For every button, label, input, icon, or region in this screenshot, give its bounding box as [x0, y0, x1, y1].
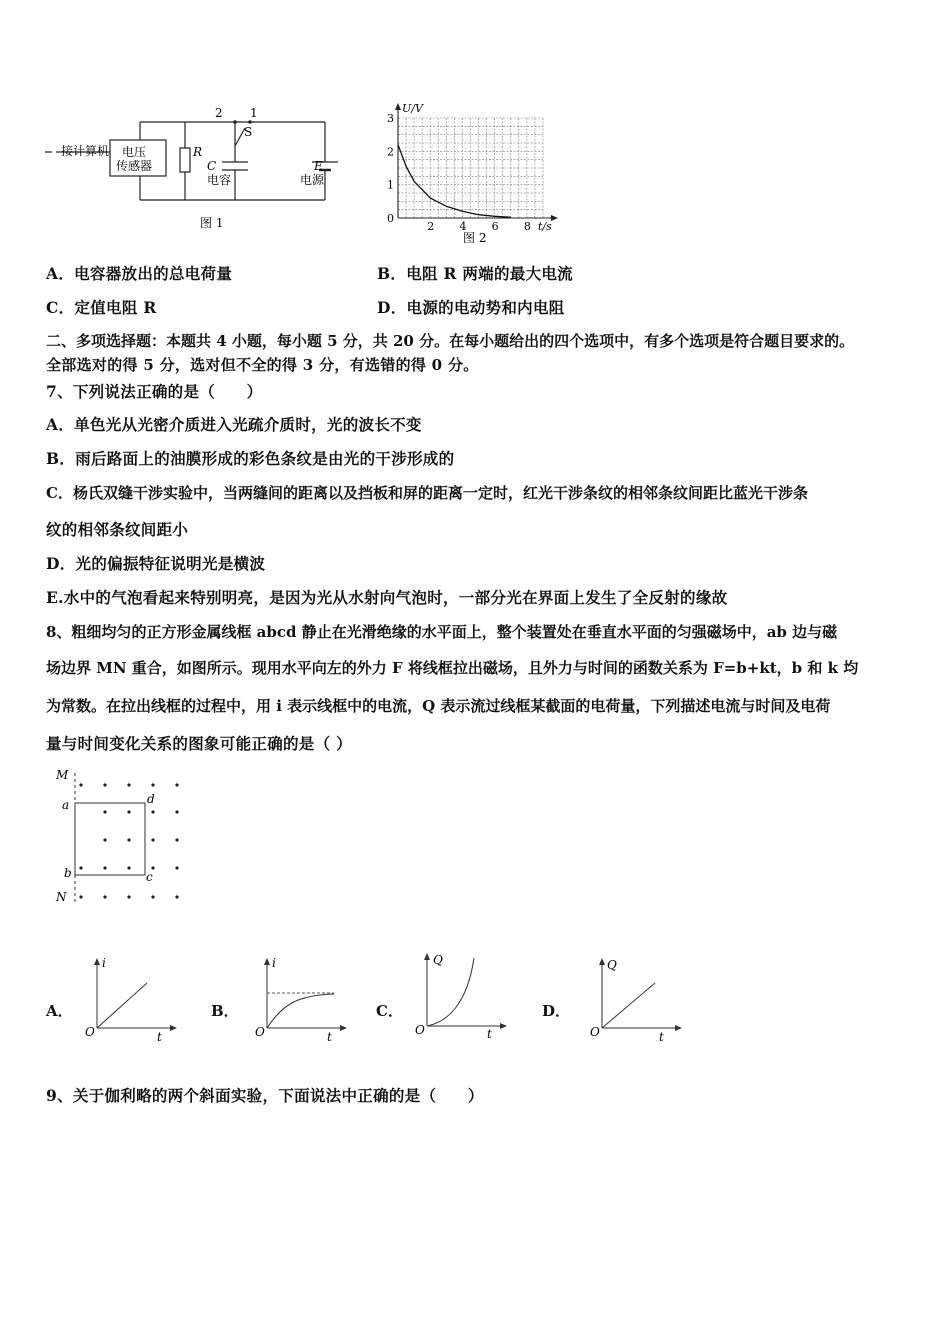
q7-option-b[interactable]: B．雨后路面上的油膜形成的彩色条纹是由光的干涉形成的 [46, 449, 455, 468]
label-n: N [56, 890, 67, 904]
label-d: d [147, 792, 155, 806]
q8-option-c-letter[interactable]: C． [376, 1002, 403, 1020]
field-dot [127, 838, 130, 841]
capacitor-label: 电容 [207, 173, 232, 187]
x-tick-label: 6 [491, 220, 499, 233]
field-dot [175, 838, 178, 841]
node-1-label: 1 [250, 106, 258, 120]
figure-1-caption: 图 1 [200, 216, 224, 230]
q7-option-a[interactable]: A．单色光从光密介质进入光疏介质时，光的波长不变 [46, 415, 422, 434]
figure-2-caption: 图 2 [463, 231, 487, 245]
q7-option-e[interactable]: E.水中的气泡看起来特别明亮，是因为光从水射向气泡时，一部分光在界面上发生了全反射的缘故 [46, 588, 728, 607]
graph-a-xlabel: t [157, 1030, 162, 1044]
field-dot [103, 895, 106, 898]
q6-option-d[interactable]: D．电源的电动势和内电阻 [377, 298, 565, 317]
q7-option-c-line2[interactable]: 纹的相邻条纹间距小 [46, 520, 189, 539]
graph-d-xlabel: t [659, 1030, 664, 1044]
field-dot [79, 866, 82, 869]
graph-d-origin: O [590, 1025, 600, 1039]
field-dot [103, 783, 106, 786]
field-dot [175, 810, 178, 813]
section-2-scoring: 全部选对的得 5 分，选对但不全的得 3 分，有选错的得 0 分。 [46, 356, 479, 374]
graph-a-ylabel: i [102, 956, 106, 970]
field-dot [127, 895, 130, 898]
graph-c-ylabel: Q [433, 953, 443, 967]
sensor-label-1: 电压 [122, 145, 147, 159]
resistor-label: R [193, 145, 203, 159]
label-b: b [64, 866, 72, 880]
label-a: a [62, 798, 70, 812]
label-c: c [146, 870, 153, 884]
field-dot [151, 783, 154, 786]
q9-stem: 9、关于伽利略的两个斜面实验，下面说法中正确的是（ ） [46, 1086, 484, 1105]
node-2-label: 2 [215, 106, 223, 120]
q8-stem-line3: 为常数。在拉出线框的过程中，用 i 表示线框中的电流，Q 表示流过线框某截面的电荷量，下列描述电流与时间及电荷 [46, 697, 831, 715]
q6-option-a[interactable]: A．电容器放出的总电荷量 [46, 264, 233, 283]
computer-label: 接计算机 [61, 144, 110, 158]
field-dot [103, 810, 106, 813]
field-dot [151, 838, 154, 841]
sensor-label-2: 传感器 [116, 159, 153, 173]
field-dot [175, 866, 178, 869]
field-dot [151, 810, 154, 813]
graph-d-ylabel: Q [607, 958, 617, 972]
section-2-heading: 二、多项选择题：本题共 4 小题，每小题 5 分，共 20 分。在每小题给出的四个选项中，有多个选项是符合题目要求的。 [46, 332, 855, 350]
y-tick-label: 0 [387, 212, 394, 225]
frame-field-figure [50, 765, 195, 910]
label-m: M [56, 768, 69, 782]
emf-label: E [314, 159, 323, 173]
chart2-ylabel: U/V [402, 102, 423, 115]
graph-b-xlabel: t [327, 1030, 332, 1044]
field-dot [175, 783, 178, 786]
chart2-xlabel: t/s [538, 220, 552, 233]
q8-option-d-graph[interactable] [587, 955, 687, 1045]
field-dot [127, 783, 130, 786]
q8-stem-line1: 8、粗细均匀的正方形金属线框 abcd 静止在光滑绝缘的水平面上，整个装置处在垂直水平面的匀强磁场中，ab 边与磁 [46, 623, 838, 641]
q8-option-a-letter[interactable]: A． [46, 1002, 73, 1020]
field-dot [127, 866, 130, 869]
x-tick-label: 2 [427, 220, 435, 233]
q6-option-c[interactable]: C．定值电阻 R [46, 298, 157, 317]
field-dot [79, 783, 82, 786]
q8-option-b-graph[interactable] [252, 955, 352, 1045]
graph-c-xlabel: t [487, 1027, 492, 1040]
y-tick-label: 2 [387, 145, 394, 159]
switch-label: S [244, 125, 253, 139]
voltage-time-chart [378, 100, 563, 248]
q8-option-a-graph[interactable] [82, 955, 182, 1045]
graph-c-origin: O [415, 1023, 425, 1037]
q7-option-d[interactable]: D．光的偏振特征说明光是横波 [46, 554, 266, 573]
q8-option-d-letter[interactable]: D． [542, 1002, 571, 1020]
capacitor-c-label: C [207, 159, 217, 173]
y-tick-label: 3 [387, 112, 394, 125]
q8-stem-line4: 量与时间变化关系的图象可能正确的是（ ） [46, 734, 352, 753]
q8-option-c-graph[interactable] [412, 950, 512, 1040]
q7-option-c-line1[interactable]: C．杨氏双缝干涉实验中，当两缝间的距离以及挡板和屏的距离一定时，红光干涉条纹的相邻条纹间距比蓝光干涉条 [46, 484, 808, 502]
field-dot [79, 895, 82, 898]
q8-option-b-letter[interactable]: B． [211, 1002, 239, 1020]
x-tick-label: 8 [523, 220, 531, 233]
q7-stem: 7、下列说法正确的是（ ） [46, 382, 263, 401]
field-dot [151, 895, 154, 898]
x-tick-label: 4 [459, 220, 467, 233]
q8-stem-line2: 场边界 MN 重合，如图所示。现用水平向左的外力 F 将线框拉出磁场，且外力与时间的函数关系为 F=b+kt，b 和 k 均 [46, 659, 859, 677]
field-dot [175, 895, 178, 898]
q6-option-b[interactable]: B．电阻 R 两端的最大电流 [377, 264, 573, 283]
field-dot [127, 810, 130, 813]
circuit-figure [40, 100, 340, 235]
graph-b-origin: O [255, 1025, 265, 1039]
source-label: 电源 [300, 173, 325, 187]
field-dot [103, 866, 106, 869]
graph-b-ylabel: i [272, 956, 276, 970]
field-dot [103, 838, 106, 841]
graph-a-origin: O [85, 1025, 95, 1039]
y-tick-label: 1 [387, 178, 394, 192]
